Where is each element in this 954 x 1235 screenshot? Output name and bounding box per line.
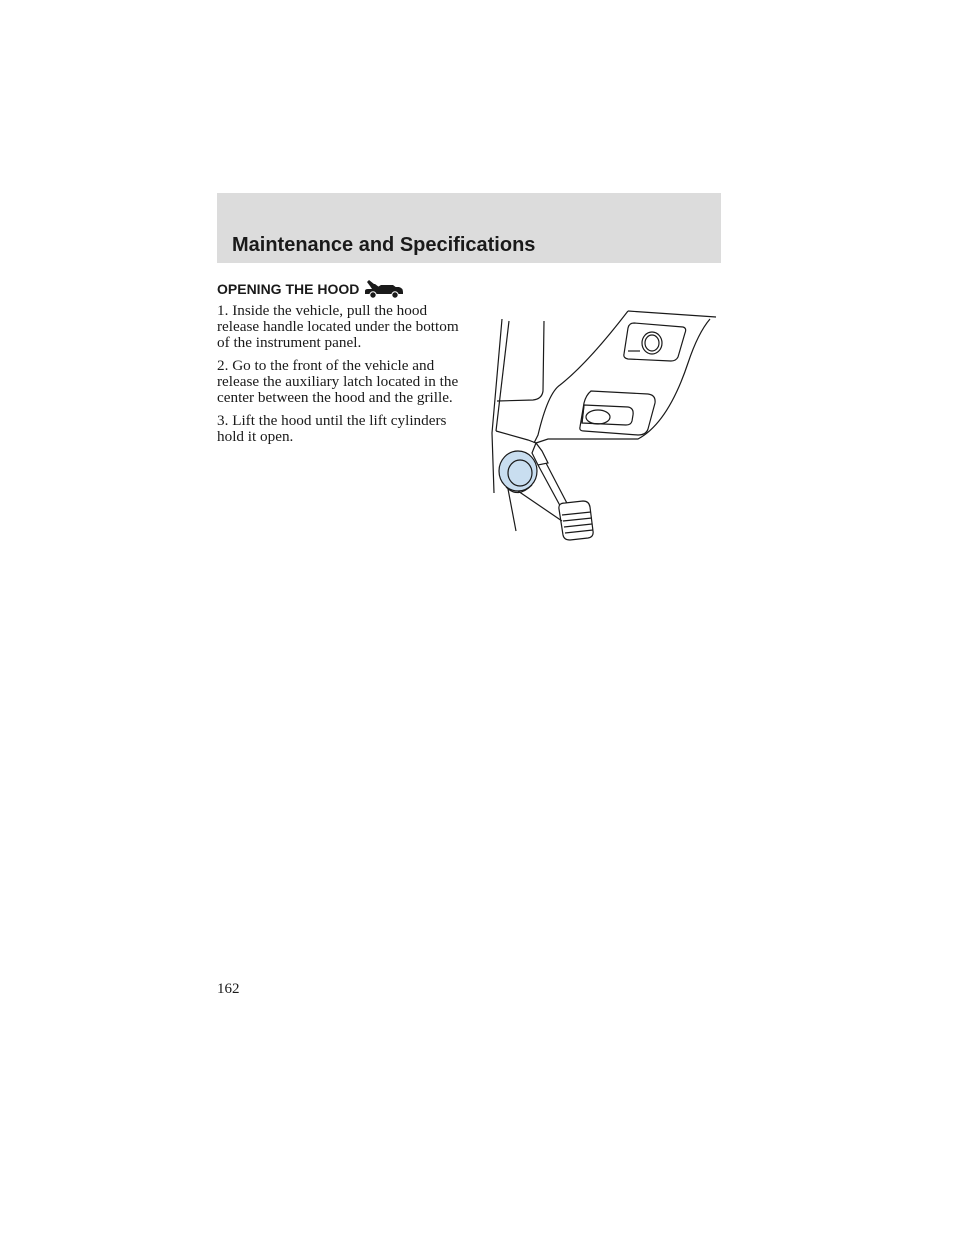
step-2: 2. Go to the front of the vehicle and release the auxiliary latch located in the center between the hood and the grille. <box>217 357 459 406</box>
step-1: 1. Inside the vehicle, pull the hood release handle located under the bottom of the instrument panel. <box>217 302 459 351</box>
hood-release-illustration <box>488 303 724 545</box>
section-heading <box>217 278 405 300</box>
step-3: 3. Lift the hood until the lift cylinders hold it open. <box>217 412 447 445</box>
instruction-steps <box>217 303 472 452</box>
page-number: 162 <box>217 981 240 997</box>
section-heading-text: OPENING THE HOOD <box>217 281 360 297</box>
page-title: Maintenance and Specifications <box>232 234 536 256</box>
car-hood-icon <box>363 278 405 300</box>
section-header-band <box>217 193 721 263</box>
